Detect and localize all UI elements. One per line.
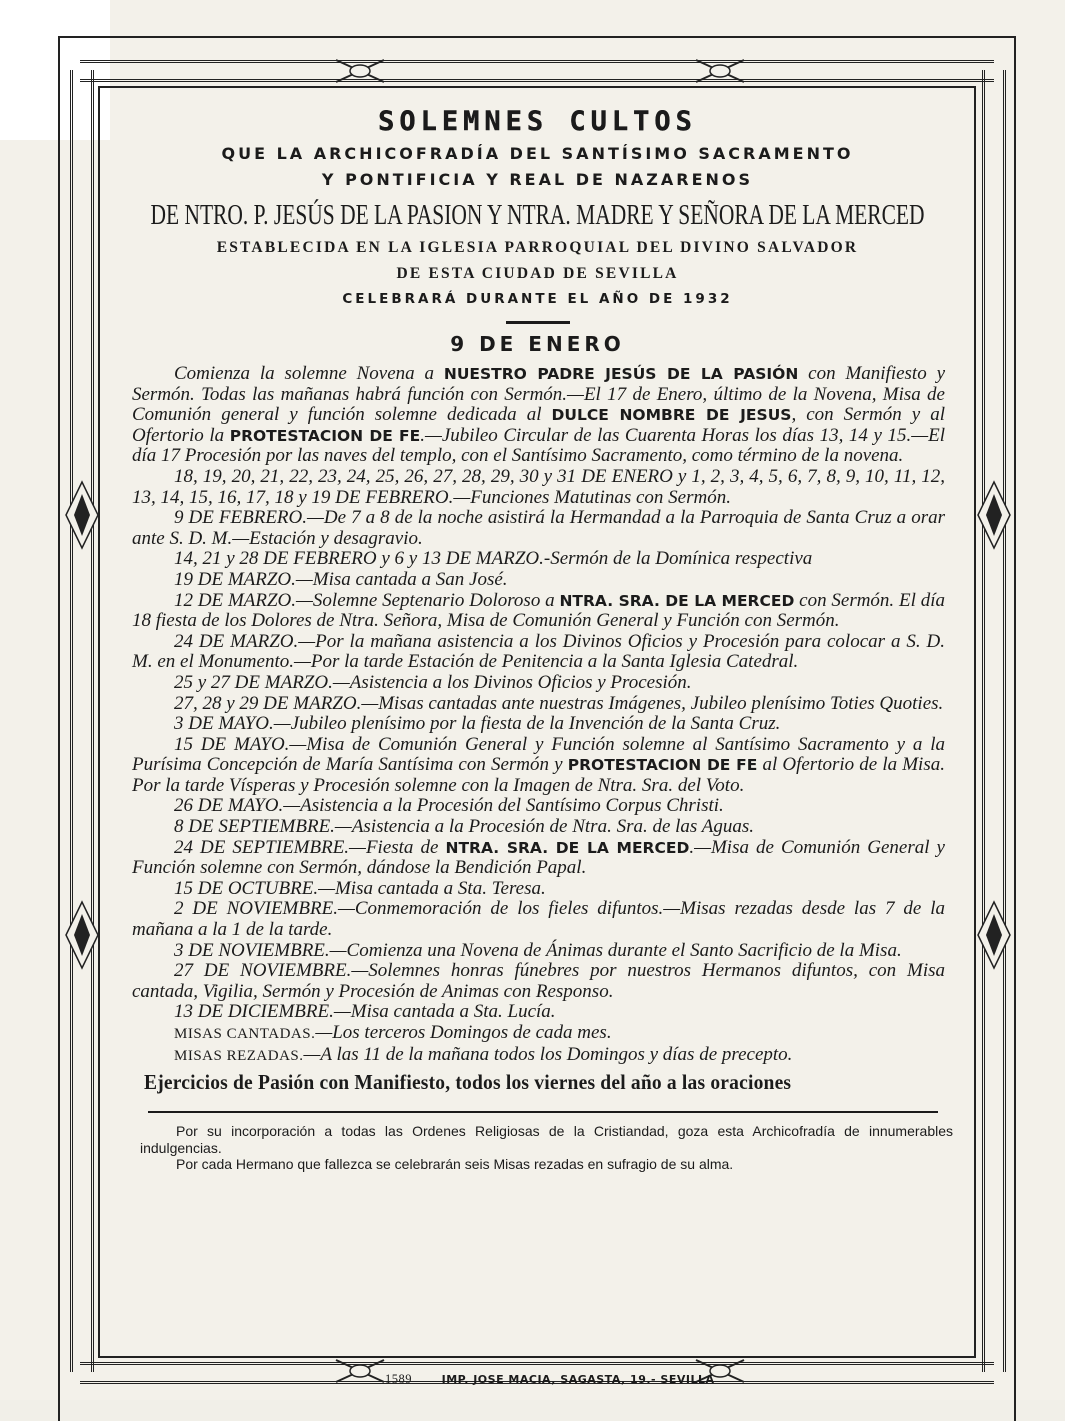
- emphasis-text: NTRA. SRA. DE LA MERCED: [559, 591, 795, 610]
- schedule-paragraph: [132, 838, 945, 879]
- paragraph-text: .—Misa de Comunión General y Función solemne con Sermón, dándose la Bendición Papal.: [132, 836, 945, 879]
- paragraph-text: con Manifiesto y Sermón. Todas las mañanas habrá función con Sermón.—El 17 de Enero, último de la Novena, Misa de Comunión general y función solemne dedicada al: [132, 363, 946, 426]
- schedule-body: [132, 364, 945, 1066]
- schedule-paragraph: [132, 1002, 945, 1023]
- footnotes: [140, 1123, 953, 1173]
- paragraph-text: 14, 21 y 28 DE FEBRERO y 6 y 13 DE MARZO.-Sermón de la Domínica respectiva: [174, 548, 813, 570]
- paragraph-text: 2 DE NOVIEMBRE.—Conmemoración de los fieles difuntos.—Misas rezadas desde las 7 de la mañana a la 1 de la tarde.: [132, 898, 945, 941]
- paragraph-text: 25 y 27 DE MARZO.—Asistencia a los Divinos Oficios y Procesión.: [174, 671, 692, 693]
- paragraph-text: 8 DE SEPTIEMBRE.—Asistencia a la Procesión de Ntra. Sra. de las Aguas.: [174, 816, 754, 838]
- paragraph-text: , con Sermón y al Ofertorio la: [132, 404, 945, 446]
- paragraph-text: al Ofertorio de la Misa. Por la tarde Vísperas y Procesión solemne con la Imagen de Ntra. Sra. del Voto.: [132, 754, 945, 796]
- footer-divider: [148, 1111, 938, 1113]
- diamond-ornament-icon: [974, 480, 1014, 550]
- closing-line: Ejercicios de Pasión con Manifiesto, todos los viernes del año a las oraciones: [144, 1070, 792, 1095]
- border-rail-right: [982, 70, 1006, 1372]
- brotherhood-name: DE NTRO. P. JESÚS DE LA PASION Y NTRA. MADRE Y SEÑORA DE LA MERCED: [150, 199, 925, 231]
- paragraph-text: 18, 19, 20, 21, 22, 23, 24, 25, 26, 27, 28, 29, 30 y 31 DE ENERO y 1, 2, 3, 4, 5, 6, 7, 8, 9, 10, 11, 12, 13, 14, 15, 16, 17, 18 y 19 DE FEBRERO.—Funciones Matutinas con Sermón.: [132, 465, 945, 508]
- diamond-ornament-icon: [62, 480, 102, 550]
- border-rail-left: [70, 70, 94, 1372]
- subtitle-line-2: Y PONTIFICIA Y REAL DE NAZARENOS: [321, 170, 754, 189]
- emphasis-text: PROTESTACION DE FE: [567, 756, 758, 775]
- paragraph-text: 3 DE MAYO.—Jubileo plenísimo por la fiesta de la Invención de la Santa Cruz.: [174, 713, 781, 735]
- paragraph-text: —A las 11 de la mañana todos los Domingos y días de precepto.: [303, 1043, 793, 1065]
- schedule-paragraph: [132, 735, 945, 797]
- paragraph-text: 24 DE SEPTIEMBRE.—Fiesta de: [174, 836, 446, 858]
- emphasis-text: NTRA. SRA. DE LA MERCED: [445, 838, 690, 857]
- schedule-paragraph: [132, 899, 945, 940]
- schedule-paragraph: [132, 364, 945, 467]
- printer-name: IMP. JOSE MACIA, SAGASTA, 19.- SEVILLA: [441, 1373, 715, 1386]
- diamond-ornament-icon: [974, 900, 1014, 970]
- cross-ornament-icon: [330, 1356, 390, 1386]
- paragraph-text: 12 DE MARZO.—Solemne Septenario Doloroso a: [174, 589, 560, 611]
- diamond-ornament-icon: [62, 900, 102, 970]
- footnote-masses: Por cada Hermano que fallezca se celebrarán seis Misas rezadas en sufragio de su alma.: [176, 1156, 734, 1173]
- paragraph-text: con Sermón. El día 18 fiesta de los Dolores de Ntra. Señora, Misa de Comunión General y Función con Sermón.: [132, 589, 945, 632]
- year-line: CELEBRARÁ DURANTE EL AÑO DE 1932: [342, 291, 733, 307]
- schedule-paragraph: [132, 1045, 945, 1067]
- paragraph-text: 27, 28 y 29 DE MARZO.—Misas cantadas ante nuestras Imágenes, Jubileo plenísimo Toties Quoties.: [174, 692, 944, 714]
- printer-imprint: [385, 1372, 715, 1387]
- schedule-paragraph: [132, 508, 945, 549]
- print-number: 1589: [385, 1372, 412, 1386]
- main-title: SOLEMNES CULTOS: [378, 106, 697, 137]
- schedule-paragraph: [132, 1023, 945, 1045]
- schedule-paragraph: [132, 570, 945, 591]
- emphasis-text: NUESTRO PADRE JESÚS DE LA PASIÓN: [443, 365, 799, 383]
- schedule-paragraph: [132, 817, 945, 838]
- schedule-paragraph: [132, 796, 945, 817]
- small-caps-text: MISAS REZADAS.: [174, 1047, 304, 1064]
- document-content: [130, 100, 953, 1173]
- paragraph-text: .—Jubileo Circular de las Cuarenta Horas los días 13, 14 y 15.—El día 17 Procesión por las naves del templo, con el Santísimo Sacramento, como término de la novena.: [132, 424, 946, 467]
- schedule-paragraph: [132, 632, 945, 673]
- schedule-paragraph: [132, 694, 945, 715]
- section-divider: [506, 321, 570, 324]
- schedule-paragraph: [132, 879, 945, 900]
- paragraph-text: 26 DE MAYO.—Asistencia a la Procesión del Santísimo Corpus Christi.: [174, 795, 724, 817]
- schedule-paragraph: [132, 549, 945, 570]
- cross-ornament-icon: [330, 56, 390, 86]
- paragraph-text: 9 DE FEBRERO.—De 7 a 8 de la noche asistirá la Hermandad a la Parroquia de Santa Cruz a orar ante S. D. M.—Estación y desagravio.: [132, 507, 945, 549]
- paragraph-text: Comienza la solemne Novena a: [174, 363, 444, 384]
- city-line: DE ESTA CIUDAD DE SEVILLA: [396, 265, 679, 282]
- small-caps-text: MISAS CANTADAS.: [174, 1026, 316, 1042]
- emphasis-text: DULCE NOMBRE DE JESUS: [551, 406, 792, 425]
- paragraph-text: 24 DE MARZO.—Por la mañana asistencia a los Divinos Oficios y Procesión para colocar a S. D. M. en el Monumento.—Por la tarde Estación de Penitencia a la Santa Iglesia Catedral.: [132, 630, 945, 673]
- schedule-paragraph: [132, 591, 945, 632]
- schedule-paragraph: [132, 673, 945, 694]
- border-rail-top: [80, 60, 994, 82]
- paragraph-text: 13 DE DICIEMBRE.—Misa cantada a Sta. Lucía.: [174, 1001, 556, 1023]
- established-line: ESTABLECIDA EN LA IGLESIA PARROQUIAL DEL DIVINO SALVADOR: [216, 239, 859, 256]
- emphasis-text: PROTESTACION DE FE: [229, 426, 421, 445]
- paragraph-text: 15 DE MAYO.—Misa de Comunión General y Función solemne al Santísimo Sacramento y a la Purísima Concepción de María Santísima con Sermón y: [132, 733, 945, 776]
- schedule-paragraph: [132, 941, 945, 962]
- cross-ornament-icon: [690, 56, 750, 86]
- paragraph-text: —Los terceros Domingos de cada mes.: [315, 1022, 612, 1043]
- subtitle-line-1: QUE LA ARCHICOFRADÍA DEL SANTÍSIMO SACRAMENTO: [221, 144, 854, 163]
- paragraph-text: 15 DE OCTUBRE.—Misa cantada a Sta. Teresa.: [174, 877, 546, 899]
- schedule-paragraph: [132, 714, 945, 735]
- paragraph-text: 27 DE NOVIEMBRE.—Solemnes honras fúnebres por nuestros Hermanos difuntos, con Misa cantada, Vigilia, Sermón y Procesión de Animas con Responso.: [132, 960, 945, 1002]
- paragraph-text: 19 DE MARZO.—Misa cantada a San José.: [174, 568, 508, 590]
- footnote-indulgences: Por su incorporación a todas las Ordenes Religiosas de la Cristiandad, goza esta Archicofradía de innumerables indulgencias.: [140, 1123, 953, 1156]
- schedule-paragraph: [132, 467, 945, 508]
- date-heading: 9 DE ENERO: [450, 332, 625, 356]
- paragraph-text: 3 DE NOVIEMBRE.—Comienza una Novena de Ánimas durante el Santo Sacrificio de la Misa.: [174, 939, 902, 961]
- schedule-paragraph: [132, 961, 945, 1002]
